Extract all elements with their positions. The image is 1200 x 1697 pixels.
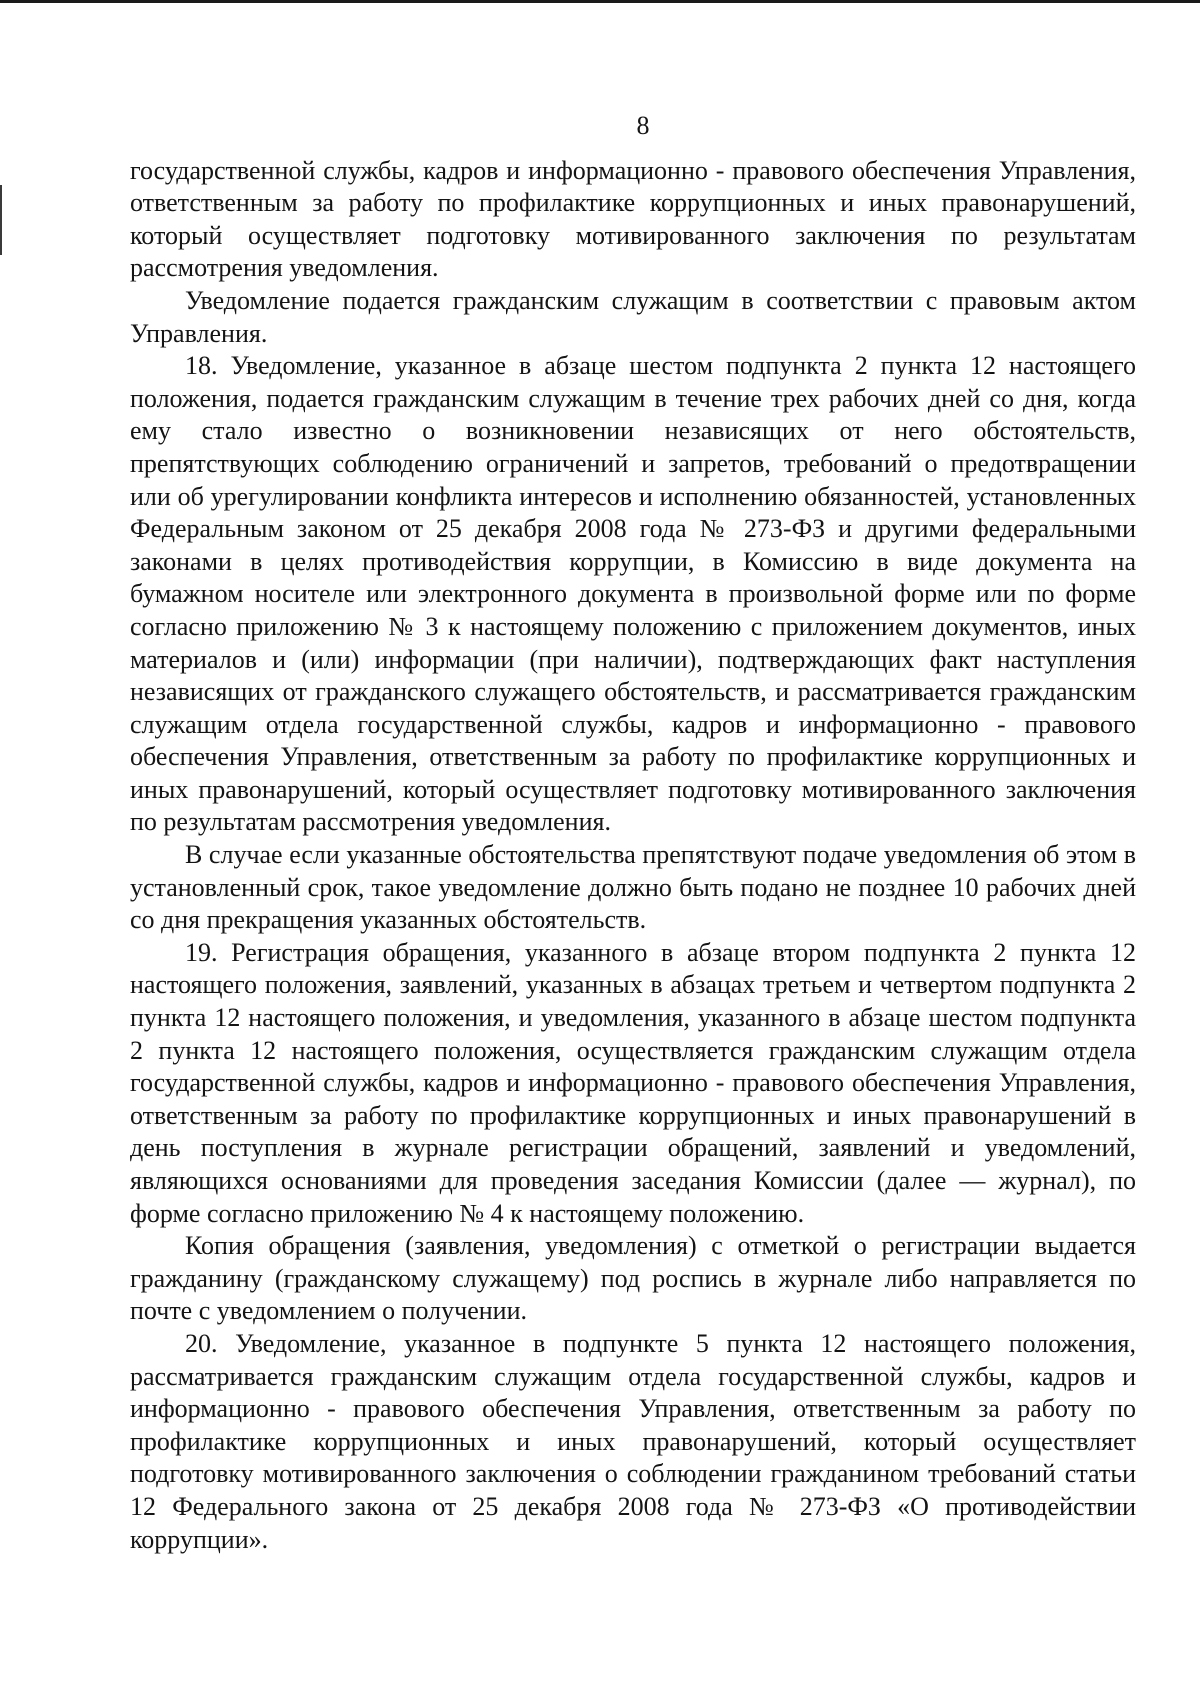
paragraph-clause-18: 18. Уведомление, указанное в абзаце шестом подпункта 2 пункта 12 настоящего положения, подается гражданским служащим в течение трех рабочих дней со дня, когда ему стало известно о возникновении независящих от него обстоятельств, препятствующих соблюдению ограничений и запретов, требований о предотвращении или об урегулировании конфликта интересов и исполнению обязанностей, установленных Федеральным законом от 25 декабря 2008 года № 273-ФЗ и другими федеральными законами в целях противодействия коррупции, в Комиссию в виде документа на бумажном носителе или электронного документа в произвольной форме или по форме согласно приложению № 3 к настоящему положению с приложением документов, иных материалов и (или) информации (при наличии), подтверждающих факт наступления независящих от гражданского служащего обстоятельств, и рассматривается гражданским служащим отдела государственной службы, кадров и информационно - правового обеспечения Управления, ответственным за работу по профилактике коррупционных и иных правонарушений, который осуществляет подготовку мотивированного заключения по результатам рассмотрения уведомления. (130, 351, 1136, 837)
paragraph-continuation: государственной службы, кадров и информационно - правового обеспечения Управления, ответственным за работу по профилактике коррупционных и иных правонарушений, который осуществляет подготовку мотивированного заключения по результатам рассмотрения уведомления. (130, 155, 1136, 283)
scan-left-margin-mark (0, 185, 2, 255)
paragraph-notice-submission: Уведомление подается гражданским служащим в соответствии с правовым актом Управления. (130, 285, 1136, 348)
paragraph-clause-18-deadline: В случае если указанные обстоятельства препятствуют подаче уведомления об этом в установленный срок, такое уведомление должно быть подано не позднее 10 рабочих дней со дня прекращения указанных обстоятельств. (130, 840, 1136, 935)
scan-top-edge (0, 0, 1200, 3)
document-page (130, 110, 1136, 1556)
paragraph-clause-20: 20. Уведомление, указанное в подпункте 5 пункта 12 настоящего положения, рассматривается гражданским служащим отдела государственной службы, кадров и информационно - правового обеспечения Управления, ответственным за работу по профилактике коррупционных и иных правонарушений, который осуществляет подготовку мотивированного заключения о соблюдении гражданином требований статьи 12 Федерального закона от 25 декабря 2008 года № 273-ФЗ «О противодействии коррупции». (130, 1328, 1136, 1554)
paragraph-clause-19: 19. Регистрация обращения, указанного в абзаце втором подпункта 2 пункта 12 настоящего положения, заявлений, указанных в абзацах третьем и четвертом подпункта 2 пункта 12 настоящего положения, и уведомления, указанного в абзаце шестом подпункта 2 пункта 12 настоящего положения, осуществляется гражданским служащим отдела государственной службы, кадров и информационно - правового обеспечения Управления, ответственным за работу по профилактике коррупционных и иных правонарушений в день поступления в журнале регистрации обращений, заявлений и уведомлений, являющихся основаниями для проведения заседания Комиссии (далее — журнал), по форме согласно приложению № 4 к настоящему положению. (130, 937, 1136, 1228)
page-number: 8 (636, 111, 650, 140)
paragraph-clause-19-copy: Копия обращения (заявления, уведомления) с отметкой о регистрации выдается гражданину (гражданскому служащему) под роспись в журнале либо направляется по почте с уведомлением о получении. (130, 1231, 1136, 1326)
